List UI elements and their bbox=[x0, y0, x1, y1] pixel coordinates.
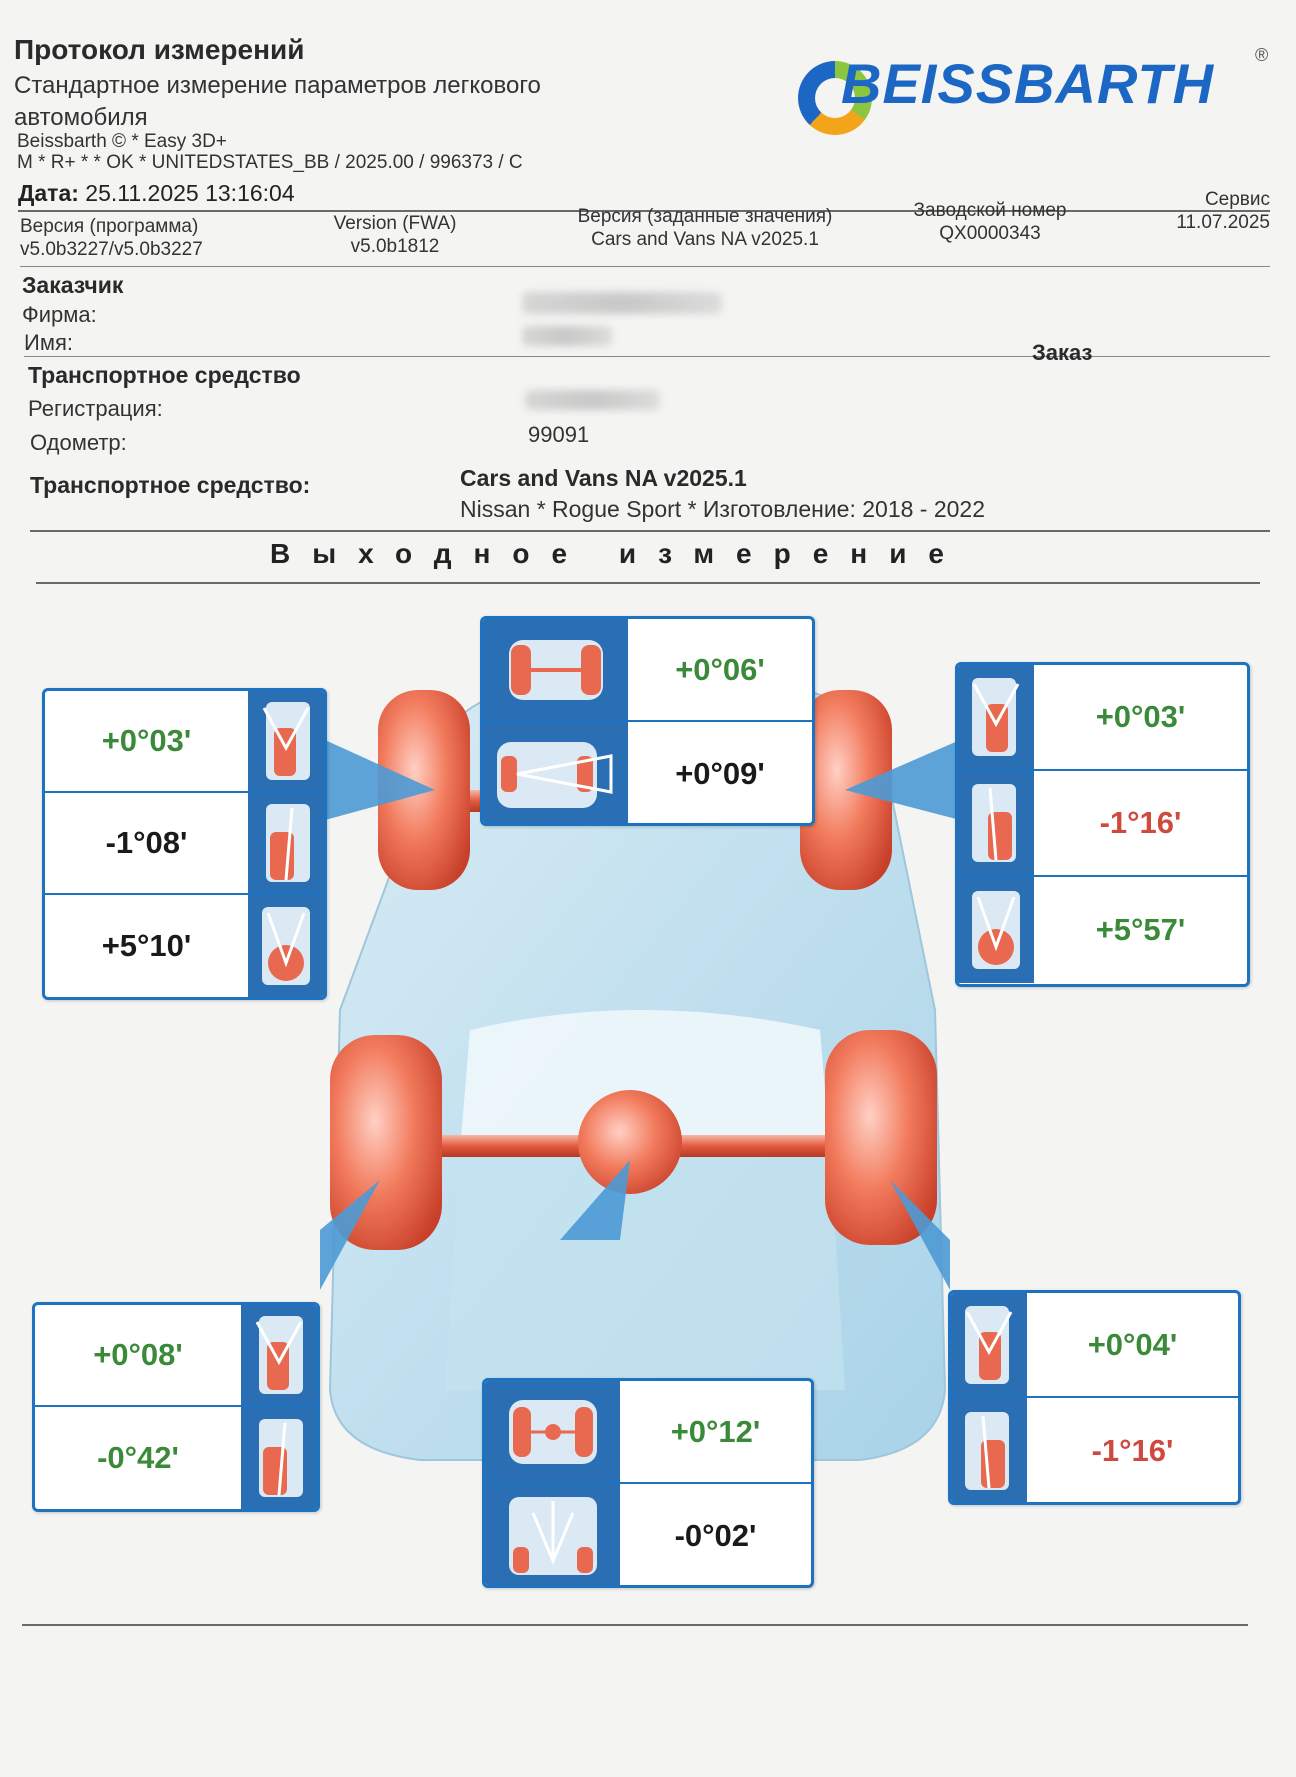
front-right-camber-value: -1°16' bbox=[1099, 805, 1182, 840]
front-total-toe-value: +0°06' bbox=[675, 651, 765, 687]
rear-total-toe-value: +0°12' bbox=[670, 1413, 761, 1449]
rear-left-camber-value: -0°42' bbox=[97, 1440, 179, 1475]
camber-icon bbox=[248, 793, 324, 893]
beissbarth-logo bbox=[793, 45, 1273, 145]
divider bbox=[20, 266, 1270, 267]
toe-icon bbox=[241, 1305, 317, 1405]
toe-icon bbox=[958, 665, 1034, 769]
version-fwa: Version (FWA) v5.0b1812 bbox=[333, 213, 457, 257]
page-subtitle: Стандартное измерение параметров легкового автомобиля bbox=[14, 72, 541, 131]
redacted-firm bbox=[522, 292, 722, 314]
vehicle-heading: Транспортное средство bbox=[28, 362, 301, 388]
front-axle-box bbox=[480, 616, 815, 826]
rear-axle-toe-icon bbox=[485, 1381, 620, 1482]
vehicle-model: Nissan * Rogue Sport * Изготовление: 2018 - 2022 bbox=[460, 496, 986, 522]
name-label: Имя: bbox=[24, 330, 73, 355]
software-line: Beissbarth © * Easy 3D+ bbox=[17, 131, 227, 152]
firm-label: Фирма: bbox=[22, 302, 97, 327]
date-label: Дата: bbox=[18, 180, 79, 206]
front-right-toe-value: +0°03' bbox=[1095, 699, 1186, 734]
toe-icon bbox=[248, 691, 324, 791]
registration-label: Регистрация: bbox=[28, 396, 163, 421]
rear-left-toe-value: +0°08' bbox=[93, 1337, 183, 1372]
redacted-registration bbox=[525, 390, 660, 410]
toe-icon bbox=[951, 1293, 1027, 1396]
front-left-caster-value: +5°10' bbox=[101, 928, 192, 963]
status-line: M * R+ * * OK * UNITEDSTATES_BB / 2025.00 / 996373 / C bbox=[17, 152, 523, 173]
service-date: Сервис 11.07.2025 bbox=[1176, 189, 1270, 233]
front-right-caster-value: +5°57' bbox=[1095, 912, 1186, 947]
front-left-toe-value: +0°03' bbox=[101, 723, 192, 758]
logo-text: BEISSBARTH bbox=[841, 52, 1215, 115]
rear-axle-box bbox=[482, 1378, 814, 1588]
front-setback-value: +0°09' bbox=[675, 755, 765, 791]
odometer-label: Одометр: bbox=[30, 430, 127, 455]
front-axle-setback-icon bbox=[483, 722, 628, 825]
rear-right-camber-value: -1°16' bbox=[1091, 1432, 1174, 1468]
order-label: Заказ bbox=[1032, 340, 1093, 365]
camber-icon bbox=[958, 771, 1034, 875]
footer-divider bbox=[22, 1624, 1248, 1626]
redacted-name bbox=[522, 326, 612, 346]
front-left-camber-value: -1°08' bbox=[105, 825, 188, 860]
front-axle-toe-icon bbox=[483, 619, 628, 720]
rear-left-box bbox=[32, 1302, 320, 1512]
date-line bbox=[18, 180, 295, 207]
thrust-angle-value: -0°02' bbox=[674, 1517, 757, 1553]
serial-number: Заводской номер QX0000343 bbox=[913, 200, 1067, 244]
differential bbox=[578, 1090, 682, 1194]
vehicle-spec-label: Транспортное средство: bbox=[30, 472, 311, 498]
front-left-box bbox=[42, 688, 327, 1000]
odometer-value: 99091 bbox=[528, 422, 590, 447]
version-preset: Версия (заданные значения) Cars and Vans NA v2025.1 bbox=[577, 206, 833, 250]
thrust-angle-icon bbox=[485, 1484, 620, 1587]
section-title: Выходное измерение bbox=[270, 538, 966, 569]
divider bbox=[30, 530, 1270, 532]
rear-right-box bbox=[948, 1290, 1241, 1505]
front-right-box bbox=[955, 662, 1250, 987]
logo-registered: ® bbox=[1255, 45, 1269, 65]
rear-right-toe-value: +0°04' bbox=[1087, 1326, 1178, 1362]
version-program: Версия (программа) v5.0b3227/v5.0b3227 bbox=[20, 216, 203, 260]
camber-icon bbox=[241, 1407, 317, 1509]
caster-icon bbox=[248, 895, 324, 997]
page-title: Протокол измерений bbox=[14, 34, 305, 65]
divider bbox=[36, 582, 1260, 584]
vehicle-database: Cars and Vans NA v2025.1 bbox=[460, 465, 747, 491]
date-value: 25.11.2025 13:16:04 bbox=[85, 180, 295, 206]
camber-icon bbox=[951, 1398, 1027, 1503]
caster-icon bbox=[958, 877, 1034, 983]
customer-heading: Заказчик bbox=[22, 272, 124, 298]
